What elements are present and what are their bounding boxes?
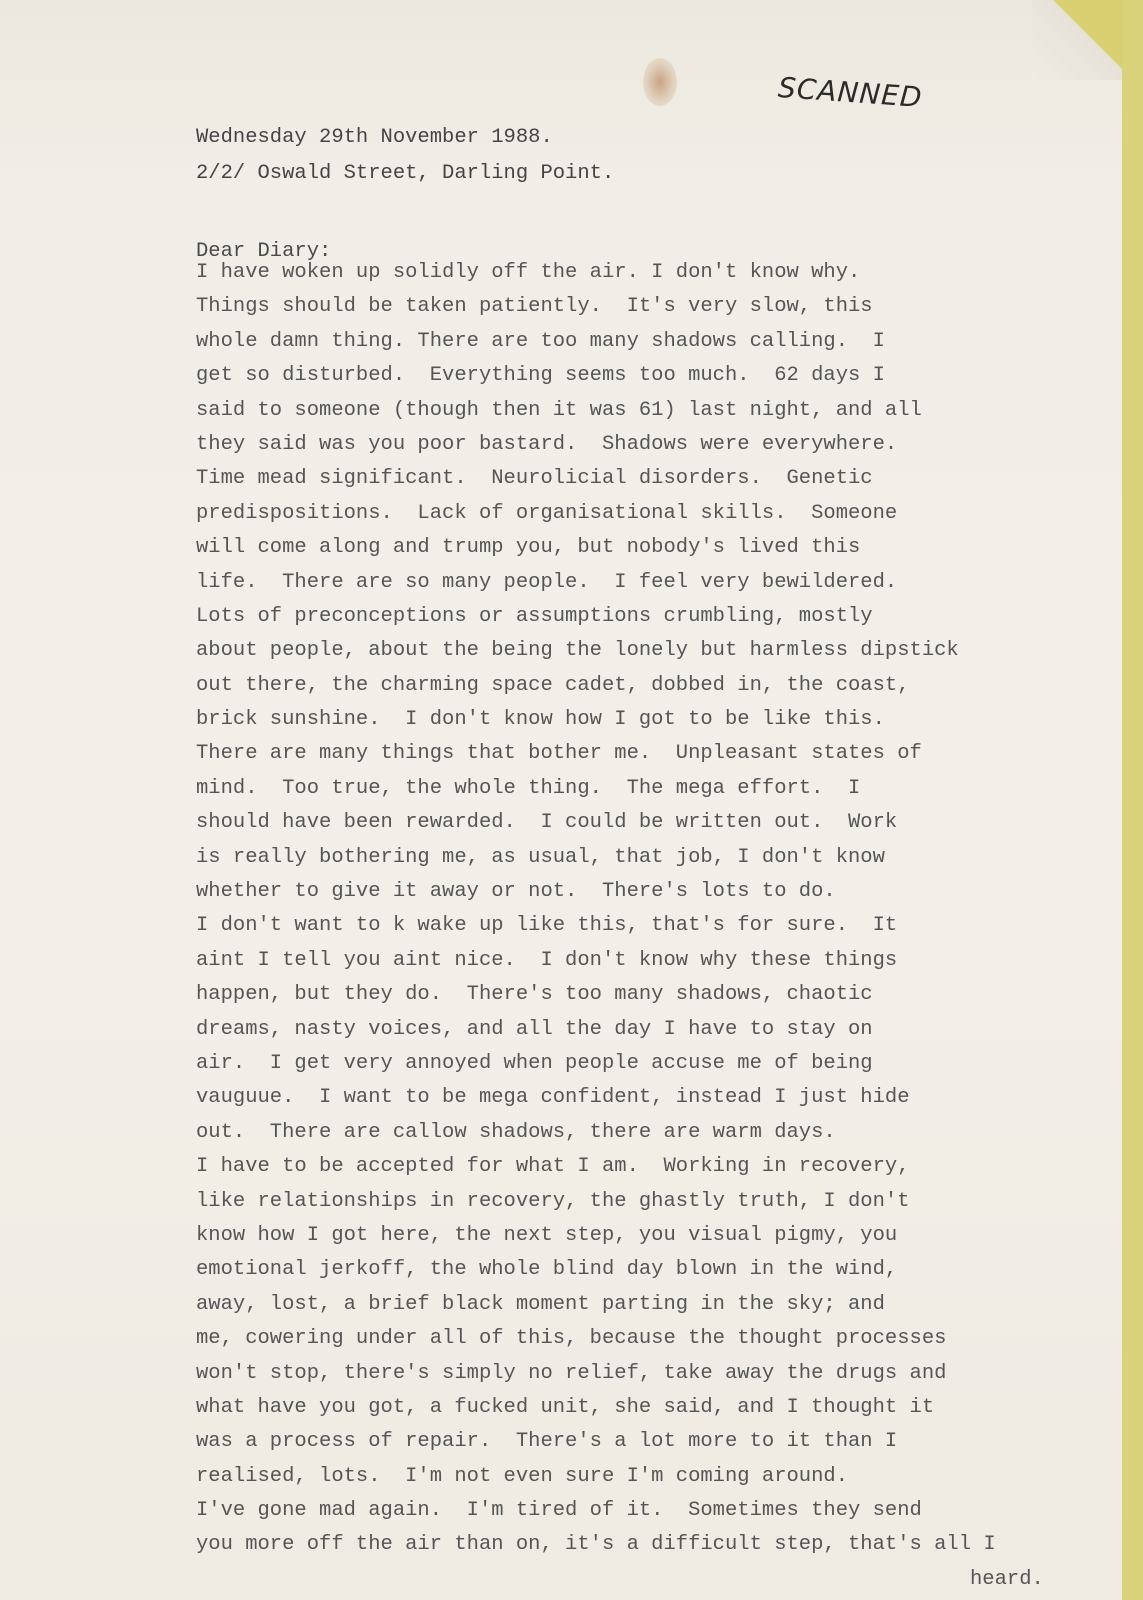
body-line: was a process of repair. There's a lot more to it than I bbox=[196, 1430, 898, 1454]
body-line: Time mead significant. Neurolicial disorders. Genetic bbox=[196, 467, 873, 491]
body-line: what have you got, a fucked unit, she said, and I thought it bbox=[196, 1395, 935, 1419]
page-fold-corner bbox=[1032, 0, 1122, 80]
body-line: me, cowering under all of this, because the thought processes bbox=[196, 1327, 947, 1351]
scanned-annotation: SCANNED bbox=[777, 70, 924, 115]
body-line: Lots of preconceptions or assumptions crumbling, mostly bbox=[196, 604, 873, 628]
body-line: whether to give it away or not. There's lots to do. bbox=[196, 880, 836, 904]
body-line: vauguue. I want to be mega confident, instead I just hide bbox=[196, 1086, 910, 1110]
body-line: like relationships in recovery, the ghastly truth, I don't bbox=[196, 1189, 910, 1213]
body-line: know how I got here, the next step, you visual pigmy, you bbox=[196, 1223, 898, 1247]
body-line: aint I tell you aint nice. I don't know why these things bbox=[196, 948, 898, 972]
body-line: they said was you poor bastard. Shadows were everywhere. bbox=[196, 432, 898, 456]
body-line: brick sunshine. I don't know how I got to be like this. bbox=[196, 708, 885, 732]
body-line: predispositions. Lack of organisational skills. Someone bbox=[196, 501, 898, 525]
body-line: should have been rewarded. I could be written out. Work bbox=[196, 811, 898, 835]
body-line: will come along and trump you, but nobody's lived this bbox=[196, 536, 861, 560]
body-line: dreams, nasty voices, and all the day I have to stay on bbox=[196, 1017, 873, 1041]
body-line: life. There are so many people. I feel very bewildered. bbox=[196, 570, 898, 594]
body-line: I've gone mad again. I'm tired of it. Sometimes they send bbox=[196, 1499, 922, 1523]
body-line: There are many things that bother me. Unpleasant states of bbox=[196, 742, 922, 766]
body-line: I have to be accepted for what I am. Working in recovery, bbox=[196, 1155, 910, 1179]
body-line: you more off the air than on, it's a difficult step, that's all I bbox=[196, 1533, 996, 1557]
body-line: away, lost, a brief black moment parting in the sky; and bbox=[196, 1292, 885, 1316]
letter-header bbox=[196, 120, 614, 192]
body-line: Things should be taken patiently. It's very slow, this bbox=[196, 295, 873, 319]
diary-body bbox=[196, 256, 996, 1563]
stain-mark bbox=[643, 58, 677, 106]
body-line: out. There are callow shadows, there are warm days. bbox=[196, 1120, 836, 1144]
salutation: Dear Diary: bbox=[196, 240, 332, 263]
body-line: is really bothering me, as usual, that job, I don't know bbox=[196, 845, 885, 869]
body-line: get so disturbed. Everything seems too much. 62 days I bbox=[196, 364, 885, 388]
body-line: I have woken up solidly off the air. I don't know why. bbox=[196, 261, 861, 284]
body-line: whole damn thing. There are too many shadows calling. I bbox=[196, 329, 885, 353]
body-line: out there, the charming space cadet, dobbed in, the coast, bbox=[196, 673, 910, 697]
date-line: Wednesday 29th November 1988. bbox=[196, 126, 553, 149]
body-line: about people, about the being the lonely but harmless dipstick bbox=[196, 639, 959, 663]
body-line: happen, but they do. There's too many shadows, chaotic bbox=[196, 983, 873, 1007]
body-line: emotional jerkoff, the whole blind day blown in the wind, bbox=[196, 1258, 898, 1282]
body-line: said to someone (though then it was 61) last night, and all bbox=[196, 398, 922, 422]
body-line: mind. Too true, the whole thing. The mega effort. I bbox=[196, 776, 861, 800]
body-line: realised, lots. I'm not even sure I'm coming around. bbox=[196, 1464, 849, 1488]
closing-word: heard. bbox=[970, 1568, 1044, 1591]
body-line: air. I get very annoyed when people accuse me of being bbox=[196, 1051, 873, 1075]
address-line: 2/2/ Oswald Street, Darling Point. bbox=[196, 162, 615, 185]
body-line: I don't want to k wake up like this, that's for sure. It bbox=[196, 914, 898, 938]
body-line: won't stop, there's simply no relief, take away the drugs and bbox=[196, 1361, 947, 1385]
